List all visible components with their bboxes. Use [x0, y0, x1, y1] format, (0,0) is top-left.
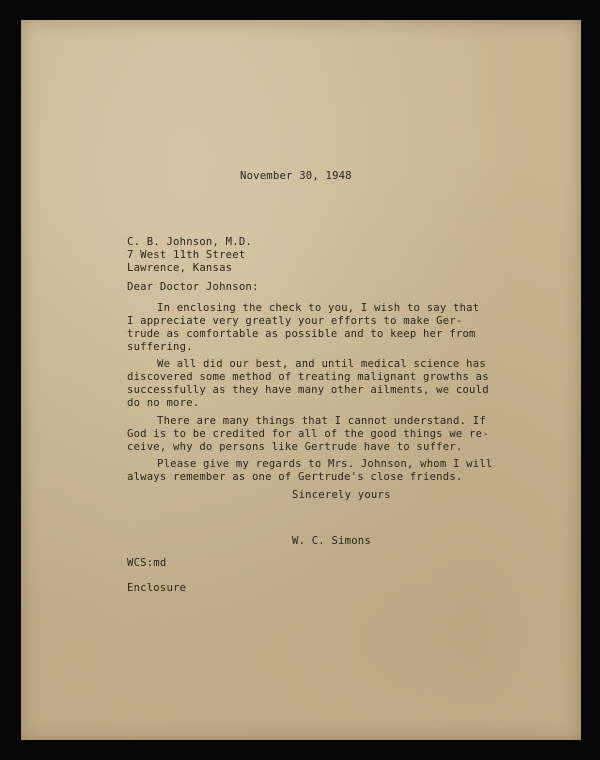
- closing: Sincerely yours: [292, 489, 391, 501]
- paragraph-line: successfully as they have many other ailments, we could: [127, 384, 489, 396]
- paragraph-line: I appreciate very greatly your efforts to make Ger-: [127, 315, 463, 327]
- paragraph-line: always remember as one of Gertrude's close friends.: [127, 471, 463, 483]
- recipient-name: C. B. Johnson, M.D.: [127, 236, 252, 248]
- paragraph-line: trude as comfortable as possible and to keep her from: [127, 328, 476, 340]
- paragraph-line: do no more.: [127, 397, 200, 409]
- body-paragraph-3: [127, 415, 489, 454]
- body-paragraph-4: [127, 458, 492, 484]
- paragraph-line: suffering.: [127, 341, 193, 353]
- recipient-address-block: [127, 236, 252, 275]
- paragraph-line: ceive, why do persons like Gertrude have to suffer.: [127, 441, 463, 453]
- paragraph-line: There are many things that I cannot understand. If: [157, 415, 486, 427]
- body-paragraph-2: [127, 358, 489, 410]
- paragraph-line: discovered some method of treating malignant growths as: [127, 371, 489, 383]
- recipient-city: Lawrence, Kansas: [127, 262, 233, 274]
- letter-page: [21, 20, 581, 740]
- paragraph-line: In enclosing the check to you, I wish to say that: [157, 302, 480, 314]
- paragraph-line: God is to be credited for all of the good things we re-: [127, 428, 489, 440]
- enclosure-note: Enclosure: [127, 582, 187, 594]
- typist-initials: WCS:md: [127, 557, 167, 569]
- body-paragraph-1: [127, 302, 479, 354]
- recipient-street: 7 West 11th Street: [127, 249, 246, 261]
- paragraph-line: We all did our best, and until medical science has: [157, 358, 486, 370]
- salutation: Dear Doctor Johnson:: [127, 281, 259, 293]
- letter-date: November 30, 1948: [240, 170, 352, 182]
- paragraph-line: Please give my regards to Mrs. Johnson, whom I will: [157, 458, 493, 470]
- signature-name: W. C. Simons: [292, 535, 371, 547]
